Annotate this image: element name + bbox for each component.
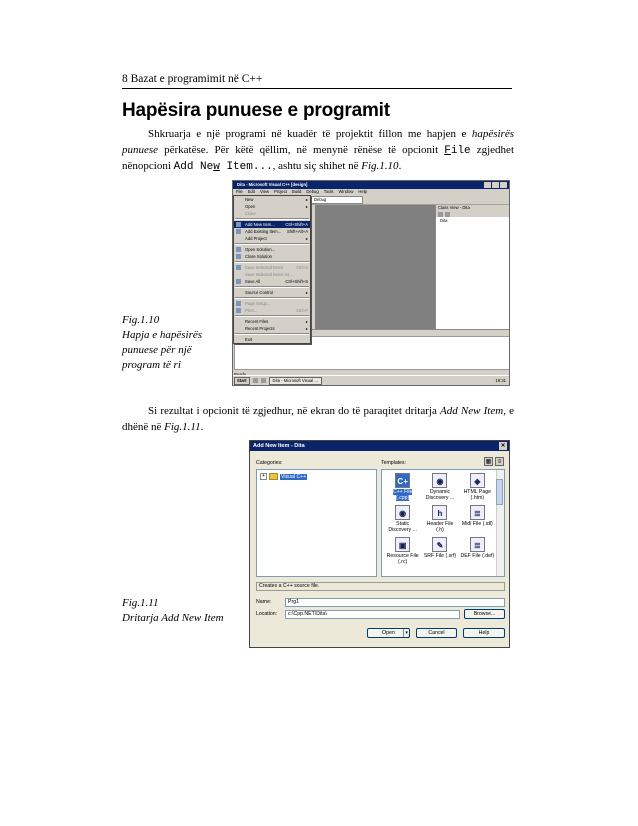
menu-item-shortcut: Shift+Alt+A — [287, 229, 308, 234]
template-item[interactable] — [421, 537, 458, 565]
p1-code-file-accel: F — [444, 144, 451, 157]
ide-titlebar — [233, 181, 509, 189]
submenu-arrow-icon: ▸ — [305, 290, 308, 295]
taskbar — [233, 375, 509, 385]
figure-caption-2 — [122, 596, 224, 626]
template-label: Static — [396, 521, 410, 527]
submenu-arrow-icon: ▸ — [305, 319, 308, 324]
menu-item-add-new-item[interactable] — [234, 221, 310, 228]
menu-tools[interactable]: Tools — [323, 189, 334, 194]
menu-separator — [235, 297, 309, 299]
maximize-icon[interactable] — [492, 182, 499, 188]
menu-separator — [235, 261, 309, 263]
menu-item-save-all[interactable] — [234, 278, 310, 285]
template-label-ext: (.cpp) — [396, 495, 410, 501]
template-label-ext: (.rc) — [398, 559, 408, 565]
close-icon[interactable]: ✕ — [500, 443, 506, 449]
quicklaunch-icon-2[interactable] — [261, 378, 266, 383]
template-label-ext: Discovery ... — [425, 495, 455, 501]
menu-file[interactable]: File — [236, 189, 243, 194]
menu-view[interactable]: View — [259, 189, 269, 194]
p1-text-e: . — [398, 160, 402, 172]
save-icon — [236, 265, 241, 270]
menu-item-page-setup[interactable] — [234, 300, 310, 307]
menu-separator — [235, 333, 309, 335]
menu-separator — [235, 218, 309, 220]
menu-edit[interactable]: Edit — [247, 189, 255, 194]
templates-list — [381, 469, 505, 577]
template-label: Midl File (.idl) — [461, 521, 493, 527]
ide-workspace — [315, 205, 435, 329]
figure-caption-1 — [122, 313, 202, 373]
menu-item-save-selected[interactable] — [234, 264, 310, 271]
p1-emphasis: hapësirës punuese — [122, 128, 514, 156]
menu-separator — [235, 243, 309, 245]
print-icon — [236, 308, 241, 313]
ide-window-buttons — [484, 182, 507, 188]
template-label: C++ File — [392, 489, 413, 495]
tree-item-visual-cpp[interactable] — [257, 470, 376, 483]
template-item[interactable] — [459, 473, 496, 501]
menu-item-open[interactable] — [234, 203, 310, 210]
template-description: Creates a C++ source file. — [256, 582, 505, 591]
menu-item-close[interactable] — [234, 210, 310, 217]
template-file-icon: ≣ — [470, 537, 485, 552]
p1-code-file-rest: ile — [450, 144, 471, 157]
submenu-arrow-icon: ▸ — [305, 204, 308, 209]
menu-item-shortcut: Ctrl+Shift+S — [285, 279, 308, 284]
caption1-line4: program të ri — [122, 359, 181, 371]
caption1-line1: Fig.1.10 — [122, 314, 160, 326]
close-icon[interactable] — [500, 182, 507, 188]
class-view-node[interactable]: Dita — [440, 218, 448, 223]
menu-item-shortcut: Ctrl+S — [296, 265, 308, 270]
menu-item-recent-files[interactable] — [234, 318, 310, 325]
template-item[interactable] — [459, 537, 496, 565]
menu-item-label: Save Selected Items — [245, 265, 284, 270]
location-input[interactable]: c:\Cpp.NET\Dita\ — [285, 610, 460, 619]
menu-item-label: Recent Projects — [245, 326, 275, 331]
templates-grid — [384, 473, 496, 565]
template-label: HTML Page — [463, 489, 492, 495]
minimize-icon[interactable] — [484, 182, 491, 188]
template-file-icon: C+ — [395, 473, 410, 488]
menu-item-label: Open — [245, 204, 256, 209]
templates-label: Templates: — [381, 460, 407, 466]
menu-item-add-project[interactable] — [234, 235, 310, 242]
p2-fig-ref: Fig.1.11 — [164, 420, 201, 433]
ide-title: Dita - Microsoft Visual C++ [design] — [237, 182, 308, 187]
p1-text-c: zgjedhet nënopcioni — [122, 143, 514, 172]
menu-help[interactable]: Help — [358, 189, 367, 194]
menu-item-source-control[interactable] — [234, 289, 310, 296]
menu-item-add-existing-item[interactable] — [234, 228, 310, 235]
open-dropdown-icon[interactable]: ▾ — [405, 630, 408, 636]
page-header: 8 Bazat e programimit në C++ — [122, 73, 263, 85]
template-item[interactable] — [421, 505, 458, 533]
p1-text-a: Shkruarja e një programi në kuadër të projektit fillon me hapjen e — [148, 128, 472, 140]
categories-label: Categories: — [256, 460, 283, 466]
menu-debug[interactable]: Debug — [306, 189, 319, 194]
p1-code-addnew-pre: Add Ne — [173, 161, 214, 173]
caption2-line2: Dritarja Add New Item — [122, 612, 224, 624]
open-button[interactable] — [367, 628, 410, 638]
menu-item-label: Add New Item... — [245, 222, 275, 227]
file-menu-dropdown — [233, 195, 311, 344]
template-label-ext: (.h) — [436, 527, 444, 533]
menu-item-label: Exit — [245, 337, 252, 342]
template-label: SRF File (.srf) — [423, 553, 457, 559]
menu-item-label: Open Solution... — [245, 247, 276, 252]
large-icons-view-icon[interactable]: ▦ — [485, 459, 492, 465]
p1-code-addnew-accel: w — [213, 161, 220, 173]
caption1-line3: punuese për një — [122, 344, 192, 356]
menu-item-label: Add Existing Item... — [245, 229, 282, 234]
ide-screenshot — [232, 180, 510, 386]
browse-button[interactable]: Browse... — [464, 609, 505, 619]
scrollbar-thumb[interactable] — [496, 479, 503, 505]
p2-emphasis: Add New Item — [440, 405, 504, 417]
name-input[interactable]: Prg1 — [285, 598, 505, 607]
name-label: Name: — [256, 599, 272, 605]
cancel-button[interactable]: Cancel — [416, 628, 457, 638]
template-file-icon: ◈ — [470, 473, 485, 488]
p1-text-b: përkatëse. Për këtë qëllim, në menynë rënëse të opcionit — [158, 143, 445, 156]
menu-item-label: New — [245, 197, 254, 202]
template-item[interactable] — [459, 505, 496, 533]
template-item[interactable] — [384, 505, 421, 533]
folder-icon — [269, 473, 278, 480]
menu-build[interactable]: Build — [292, 189, 302, 194]
quicklaunch-icon[interactable] — [253, 378, 258, 383]
p1-code-addnew-post: Item... — [219, 161, 273, 173]
menu-item-close-solution[interactable] — [234, 253, 310, 260]
taskbar-clock: 19:31 — [495, 378, 506, 383]
template-label: Resource File — [386, 553, 419, 559]
menu-project[interactable]: Project — [273, 189, 288, 194]
menu-item-label: Save Selected Items As... — [245, 272, 293, 277]
submenu-arrow-icon: ▸ — [305, 326, 308, 331]
p1-code-file — [444, 145, 470, 157]
p2-text-a: Si rezultat i opcionit të zgjedhur, në ekran do të paraqitet dritarja — [148, 405, 441, 417]
menu-item-label: Recent Files — [245, 319, 269, 324]
menu-item-save-selected-as[interactable] — [234, 271, 310, 278]
template-file-icon: ▣ — [395, 537, 410, 552]
template-label-ext: Discovery ... — [388, 527, 417, 533]
p1-text-d: , ashtu siç shihet në — [272, 160, 362, 172]
menu-item-print[interactable] — [234, 307, 310, 314]
menu-item-shortcut: Ctrl+P — [296, 308, 308, 313]
templates-scrollbar[interactable] — [496, 470, 504, 576]
p1-fig-ref: Fig.1.10 — [361, 160, 399, 172]
menu-item-label: Close — [245, 211, 256, 216]
page-setup-icon — [236, 301, 241, 306]
sort-icon[interactable] — [438, 212, 443, 217]
paragraph-2 — [122, 404, 514, 435]
menu-item-new[interactable] — [234, 196, 310, 203]
template-item[interactable] — [421, 473, 458, 501]
submenu-arrow-icon: ▸ — [305, 197, 308, 202]
menu-item-label: Close Solution — [245, 254, 273, 259]
class-view-panel — [435, 205, 510, 329]
menu-separator — [235, 286, 309, 288]
header-rule — [122, 88, 512, 89]
submenu-arrow-icon: ▸ — [305, 236, 308, 241]
template-file-icon: ◉ — [395, 505, 410, 520]
add-existing-icon — [236, 229, 241, 234]
dialog-title: Add New Item - Dita — [253, 443, 305, 449]
menu-item-shortcut: Ctrl+Shift+A — [285, 222, 308, 227]
dialog-titlebar — [250, 441, 509, 451]
template-label: Dynamic — [429, 489, 451, 495]
menu-item-label: Save All — [245, 279, 261, 284]
menu-item-label: Add Project — [245, 236, 267, 241]
open-solution-icon — [236, 247, 241, 252]
template-item[interactable] — [384, 473, 421, 501]
menu-item-label: Print... — [245, 308, 258, 313]
template-label: DEF File (.def) — [460, 553, 495, 559]
menu-item-open-solution[interactable] — [234, 246, 310, 253]
template-file-icon: h — [432, 505, 447, 520]
p2-text-e: . — [200, 420, 204, 433]
section-title: Hapësira punuese e programit — [122, 100, 390, 121]
template-file-icon: ≣ — [470, 505, 485, 520]
p2-text-b: , e dhënë në — [122, 405, 514, 433]
menu-separator — [235, 315, 309, 317]
add-item-icon — [236, 222, 241, 227]
template-file-icon: ◉ — [432, 473, 447, 488]
p1-code-addnew — [174, 161, 273, 173]
debug-config-select[interactable]: Debug — [311, 196, 363, 204]
caption1-line2: Hapja e hapësirës — [122, 329, 203, 341]
close-solution-icon — [236, 254, 241, 259]
start-button[interactable]: Start — [234, 377, 250, 385]
save-all-icon — [236, 279, 241, 284]
menu-item-label: Page Setup... — [245, 301, 271, 306]
categories-tree — [256, 469, 377, 577]
expand-icon[interactable]: + — [260, 473, 267, 480]
help-button[interactable]: Help — [463, 628, 505, 638]
menu-window[interactable]: Window — [338, 189, 354, 194]
caption2-line1: Fig.1.11 — [122, 597, 159, 609]
template-file-icon: ✎ — [432, 537, 447, 552]
taskbar-app-button[interactable]: Dita - Microsoft Visual ... — [269, 377, 322, 385]
menu-item-recent-projects[interactable] — [234, 325, 310, 332]
class-view-title: Class View - Dita — [436, 205, 510, 211]
add-new-item-dialog — [249, 440, 510, 648]
paragraph-1 — [122, 127, 514, 176]
list-view-icon[interactable]: ≡ — [495, 457, 504, 466]
menu-item-exit[interactable] — [234, 336, 310, 343]
template-item[interactable] — [384, 537, 421, 565]
template-label: Header File — [426, 521, 454, 527]
open-button-label: Open — [382, 630, 395, 636]
location-label: Location: — [256, 611, 278, 617]
folder-icon[interactable] — [445, 212, 450, 217]
tree-item-label: Visual C++ — [281, 473, 307, 480]
template-label-ext: (.htm) — [470, 495, 485, 501]
menu-item-label: Source Control — [245, 290, 273, 295]
